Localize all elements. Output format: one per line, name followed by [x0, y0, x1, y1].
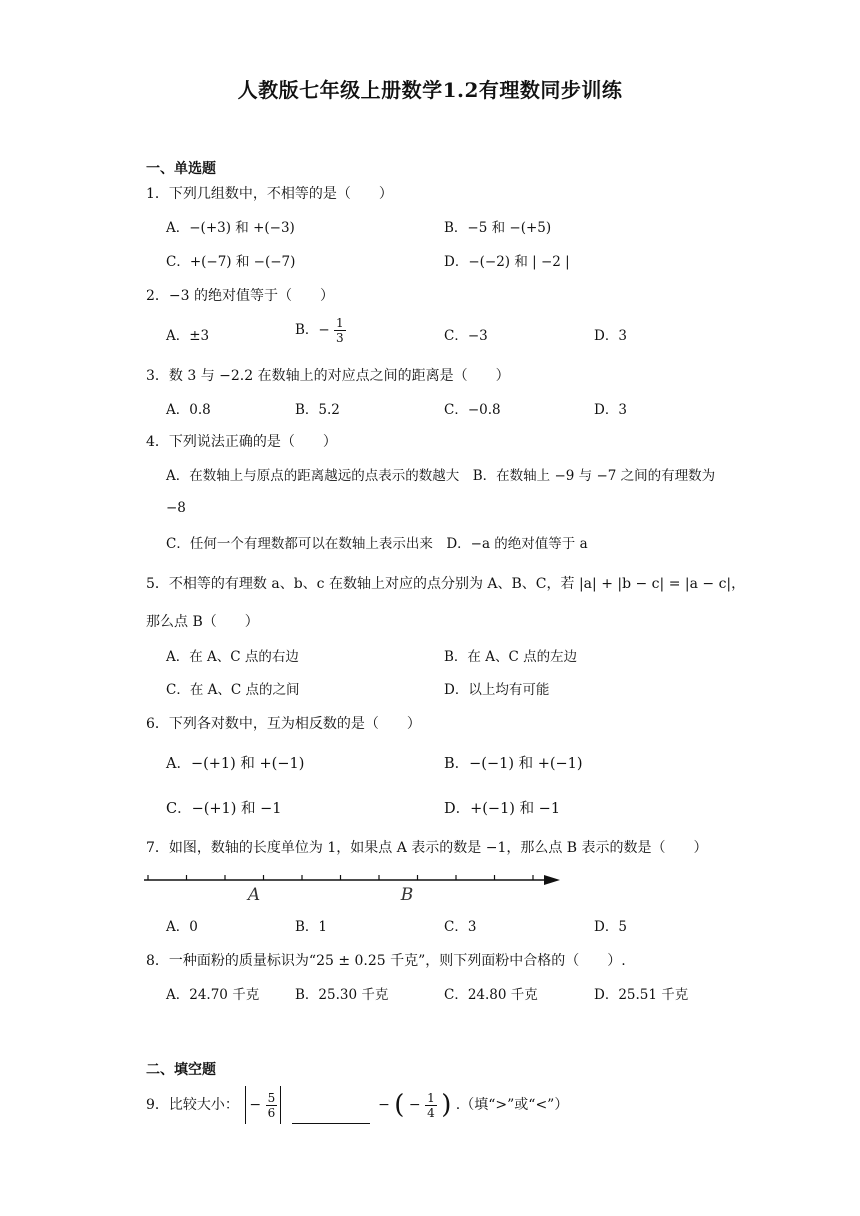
q4-options-cd[interactable]: C．任何一个有理数都可以在数轴上表示出来 D．−a 的绝对值等于 a	[166, 536, 588, 552]
q3-option-b[interactable]: B．5.2	[295, 402, 340, 418]
q2-option-b-prefix: B．−	[295, 322, 330, 338]
number-line-label-b: B	[400, 885, 414, 905]
number-line-arrow	[544, 875, 560, 885]
number-line-ticks	[148, 875, 533, 880]
section-single-choice: 一、单选题	[146, 161, 216, 177]
q9-rhs-inner-minus: −	[408, 1097, 421, 1113]
q7-option-a[interactable]: A．0	[166, 919, 198, 935]
q7-option-b[interactable]: B．1	[295, 919, 328, 935]
q9-suffix: .（填“>”或“<”）	[455, 1097, 569, 1113]
q1-option-d[interactable]: D．−(−2) 和 | −2 |	[444, 254, 570, 270]
q7-option-c[interactable]: C．3	[444, 919, 477, 935]
q6-option-b[interactable]: B．−(−1) 和 +(−1)	[444, 756, 583, 772]
q2-option-a[interactable]: A．±3	[166, 328, 210, 344]
q6-option-a[interactable]: A．−(+1) 和 +(−1)	[166, 756, 305, 772]
q8-option-d[interactable]: D．25.51 千克	[594, 987, 689, 1003]
q8-option-b[interactable]: B．25.30 千克	[295, 987, 389, 1003]
q9-rhs-numerator: 1	[427, 1090, 435, 1105]
q9-lhs-fraction	[266, 1091, 278, 1120]
q9-lhs-absolute	[245, 1086, 281, 1124]
q9-close-paren: )	[441, 1090, 452, 1120]
q9-lhs-minus: −	[249, 1097, 262, 1113]
q5-option-b[interactable]: B．在 A、C 点的左边	[444, 649, 578, 665]
question-6-stem: 6．下列各对数中，互为相反数的是（ ）	[146, 716, 421, 732]
q9-rhs-fraction	[425, 1091, 437, 1120]
q9-open-paren: (	[394, 1090, 405, 1120]
question-5-stem-line2: 那么点 B（ ）	[146, 614, 259, 630]
q9-rhs-denominator: 4	[427, 1105, 435, 1120]
q5-option-d[interactable]: D．以上均有可能	[444, 682, 550, 698]
number-line-figure	[140, 866, 570, 906]
q2-option-d[interactable]: D．3	[594, 328, 627, 344]
question-7-stem: 7．如图，数轴的长度单位为 1，如果点 A 表示的数是 −1，那么点 B 表示的数是（ ）	[146, 840, 708, 856]
number-line-label-a: A	[247, 885, 261, 905]
q9-rhs-sign: −	[378, 1097, 390, 1113]
q9-answer-blank[interactable]	[292, 1105, 370, 1124]
q5-option-a[interactable]: A．在 A、C 点的右边	[166, 649, 299, 665]
question-8-stem: 8．一种面粉的质量标识为“25 ± 0.25 千克”，则下列面粉中合格的（ ）.	[146, 953, 626, 969]
q9-prefix: 9．比较大小：	[146, 1097, 239, 1113]
question-3-stem: 3．数 3 与 −2.2 在数轴上的对应点之间的距离是（ ）	[146, 368, 510, 384]
q2-option-b[interactable]	[295, 316, 346, 345]
q9-lhs-denominator: 6	[267, 1105, 276, 1120]
q8-option-a[interactable]: A．24.70 千克	[166, 987, 260, 1003]
q6-option-c[interactable]: C．−(+1) 和 −1	[166, 801, 282, 817]
q3-option-a[interactable]: A．0.8	[166, 402, 211, 418]
question-2-stem: 2．−3 的绝对值等于（ ）	[146, 288, 334, 304]
q3-option-d[interactable]: D．3	[594, 402, 627, 418]
q7-option-d[interactable]: D．5	[594, 919, 627, 935]
q6-option-d[interactable]: D．+(−1) 和 −1	[444, 801, 561, 817]
question-5-stem-line1: 5．不相等的有理数 a、b、c 在数轴上对应的点分别为 A、B、C，若 |a| + |b − c| = |a − c|，	[146, 576, 746, 592]
section-fill-blank: 二、填空题	[146, 1062, 216, 1078]
q2-option-c[interactable]: C．−3	[444, 328, 488, 344]
q3-option-c[interactable]: C．−0.8	[444, 402, 501, 418]
q2-b-numerator: 1	[336, 316, 344, 330]
q5-option-c[interactable]: C．在 A、C 点的之间	[166, 682, 300, 698]
q2-b-denominator: 3	[336, 331, 344, 345]
q2-option-b-fraction	[334, 316, 346, 345]
q1-option-b[interactable]: B．−5 和 −(+5)	[444, 220, 552, 236]
q1-option-a[interactable]: A．−(+3) 和 +(−3)	[166, 220, 295, 236]
q9-lhs-numerator: 5	[267, 1090, 276, 1105]
question-9	[146, 1086, 568, 1124]
q4-options-ab[interactable]: A．在数轴上与原点的距离越远的点表示的数越大 B．在数轴上 −9 与 −7 之间的有理数为 −8	[166, 468, 716, 516]
page-title: 人教版七年级上册数学1.2有理数同步训练	[237, 78, 623, 102]
q8-option-c[interactable]: C．24.80 千克	[444, 987, 538, 1003]
question-1-stem: 1．下列几组数中，不相等的是（ ）	[146, 186, 393, 202]
question-4-stem: 4．下列说法正确的是（ ）	[146, 434, 337, 450]
q1-option-c[interactable]: C．+(−7) 和 −(−7)	[166, 254, 296, 270]
